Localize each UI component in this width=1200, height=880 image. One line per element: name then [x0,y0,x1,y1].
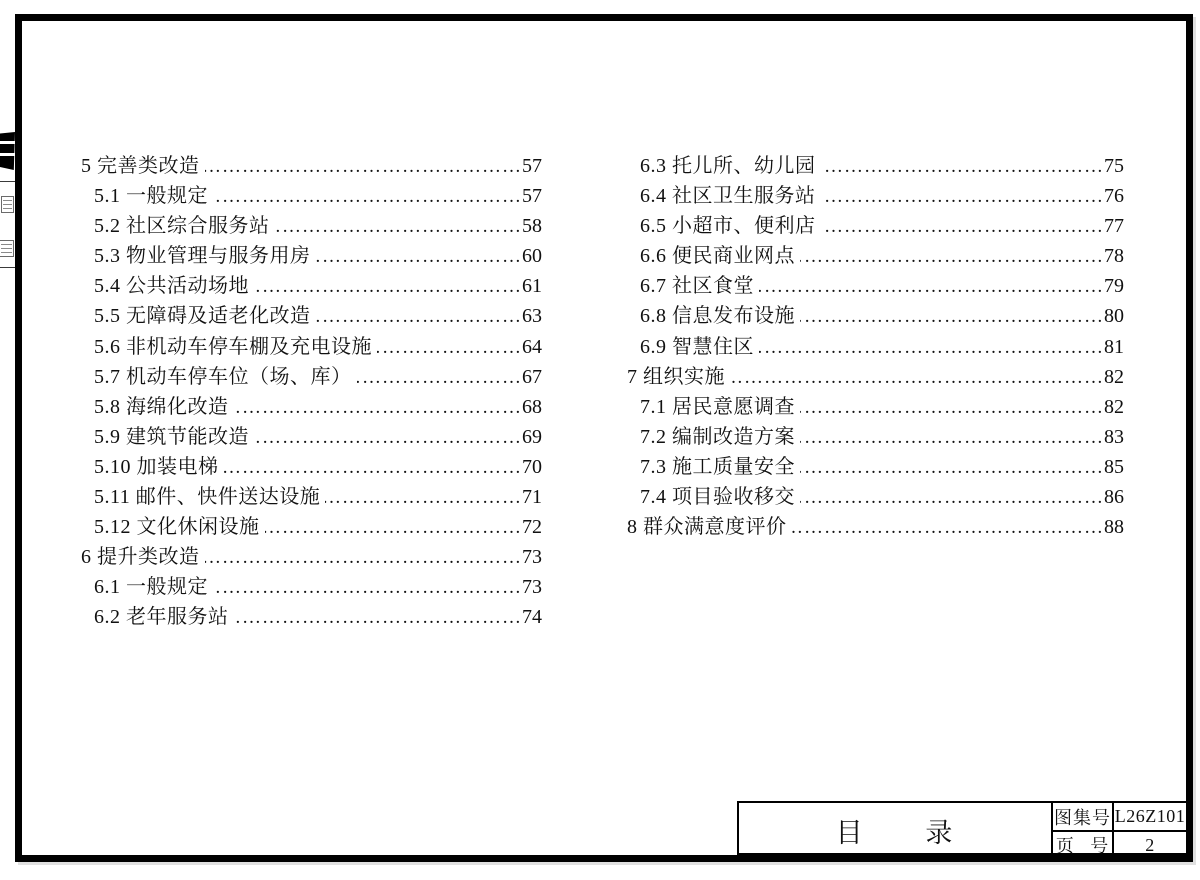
dot-leader [316,242,523,272]
toc-entry-label: 8 群众满意度评价 [627,516,787,539]
toc-entry [81,572,542,602]
dot-leader [254,423,522,453]
dot-leader [800,302,1104,332]
toc-entry [627,512,1124,542]
dot-leader [730,363,1104,393]
toc-entry-label: 5.4 公共活动场地 [94,275,249,298]
toc-entry-page-number: 80 [1104,305,1124,328]
toc-entry [627,482,1124,512]
toc-entry-page-number: 58 [522,215,542,238]
dot-leader [792,513,1105,543]
toc-entry [81,271,542,301]
toc-entry-label: 6.5 小超市、便利店 [640,215,816,238]
toc-entry-label: 7.2 编制改造方案 [640,425,795,448]
toc-entry-page-number: 77 [1104,215,1124,238]
toc-entry-page-number: 83 [1104,425,1124,448]
toc-left-column [81,151,542,633]
toc-entry [627,271,1124,301]
toc-entry [627,211,1124,241]
toc-entry-page-number: 70 [522,455,542,478]
toc-entry-page-number: 76 [1104,185,1124,208]
dot-leader [234,603,523,633]
toc-entry-page-number: 72 [522,516,542,539]
toc-entry-page-number: 73 [522,546,542,569]
toc-right-column [627,151,1124,542]
page-number-label: 页 号 [1051,832,1112,858]
toc-entry-page-number: 82 [1104,365,1124,388]
toc-entry [81,362,542,392]
toc-entry-label: 6.9 智慧住区 [640,335,754,358]
toc-entry-page-number: 63 [522,305,542,328]
toc-entry-label: 5.2 社区综合服务站 [94,215,270,238]
dot-leader [821,212,1105,242]
dot-leader [800,483,1104,513]
toc-entry-page-number: 74 [522,606,542,629]
dot-leader [377,333,522,363]
toc-entry [81,181,542,211]
toc-entry-label: 6.2 老年服务站 [94,606,229,629]
toc-entry-page-number: 69 [522,425,542,448]
dot-leader [234,393,523,423]
toc-entry-page-number: 61 [522,275,542,298]
toc-entry [627,392,1124,422]
toc-entry-page-number: 67 [522,365,542,388]
toc-entry-label: 6.8 信息发布设施 [640,305,795,328]
dot-leader [357,363,523,393]
toc-entry-page-number: 82 [1104,395,1124,418]
toc-entry [81,602,542,632]
toc-entry [81,392,542,422]
scan-artifact-tab-box [0,240,14,257]
toc-entry-label: 6.1 一般规定 [94,576,208,599]
toc-entry [81,542,542,572]
dot-leader [325,483,522,513]
dot-leader [213,573,522,603]
toc-entry-label: 5.5 无障碍及适老化改造 [94,305,311,328]
toc-entry [627,362,1124,392]
dot-leader [265,513,523,543]
toc-entry-label: 6.4 社区卫生服务站 [640,185,816,208]
toc-entry [627,452,1124,482]
toc-entry-label: 5.3 物业管理与服务用房 [94,245,311,268]
toc-entry-page-number: 71 [522,486,542,509]
toc-entry [81,482,542,512]
toc-entry-label: 7.3 施工质量安全 [640,455,795,478]
toc-entry-page-number: 86 [1104,486,1124,509]
toc-entry [81,241,542,271]
toc-entry-page-number: 60 [522,245,542,268]
toc-entry [81,151,542,181]
scan-artifact-line [0,267,15,268]
toc-entry-page-number: 57 [522,185,542,208]
dot-leader [800,423,1104,453]
toc-entry-label: 5.1 一般规定 [94,185,208,208]
dot-leader [759,333,1104,363]
toc-entry [627,301,1124,331]
toc-entry [81,512,542,542]
toc-entry-page-number: 75 [1104,155,1124,177]
dot-leader [821,152,1105,182]
dot-leader [800,242,1104,272]
toc-entry [81,422,542,452]
toc-entry-page-number: 81 [1104,335,1124,358]
toc-entry-label: 5.9 建筑节能改造 [94,425,249,448]
dot-leader [759,272,1104,302]
toc-entry-page-number: 78 [1104,245,1124,268]
atlas-number-label: 图集号 [1051,803,1112,832]
toc-entry [81,211,542,241]
dot-leader [316,302,523,332]
toc-entry-label: 5.12 文化休闲设施 [94,516,260,539]
toc-entry-page-number: 85 [1104,455,1124,478]
scan-artifact-ink-blob [0,132,15,170]
dot-leader [213,182,522,212]
atlas-number-value: L26Z101 [1112,803,1186,832]
title-block [737,801,1186,855]
dot-leader [224,453,523,483]
toc-entry [627,332,1124,362]
page-number-value: 2 [1112,832,1186,858]
toc-entry-label: 5.6 非机动车停车棚及充电设施 [94,335,372,358]
dot-leader [800,393,1104,423]
toc-entry [81,452,542,482]
toc-entry [627,422,1124,452]
toc-entry [81,301,542,331]
scan-artifact-line [0,181,15,182]
toc-entry [627,241,1124,271]
dot-leader [800,453,1104,483]
toc-entry [81,332,542,362]
toc-entry-label: 7.1 居民意愿调查 [640,395,795,418]
toc-entry [627,181,1124,211]
toc-entry-page-number: 79 [1104,275,1124,298]
toc-entry-label: 7.4 项目验收移交 [640,486,795,509]
toc-entry [627,151,1124,181]
dot-leader [205,543,523,573]
toc-entry-label: 6 提升类改造 [81,546,200,569]
toc-entry-label: 5.11 邮件、快件送达设施 [94,486,321,509]
toc-entry-page-number: 57 [522,155,542,177]
toc-entry-label: 7 组织实施 [627,365,725,388]
toc-entry-label: 5.8 海绵化改造 [94,395,229,418]
toc-entry-label: 6.7 社区食堂 [640,275,754,298]
dot-leader [254,272,522,302]
toc-entry-page-number: 68 [522,395,542,418]
toc-entry-page-number: 88 [1104,516,1124,539]
toc-entry-page-number: 73 [522,576,542,599]
toc-entry-label: 6.6 便民商业网点 [640,245,795,268]
dot-leader [821,182,1105,212]
dot-leader [205,152,523,182]
dot-leader [275,212,523,242]
toc-entry-page-number: 64 [522,335,542,358]
toc-entry-label: 6.3 托儿所、幼儿园 [640,155,816,177]
sheet-title: 目 录 [835,818,955,848]
toc-entry-label: 5 完善类改造 [81,155,200,177]
toc-entry-label: 5.10 加装电梯 [94,455,219,478]
toc-entry-label: 5.7 机动车停车位（场、库） [94,365,352,388]
scan-artifact-tab-box [1,196,14,213]
